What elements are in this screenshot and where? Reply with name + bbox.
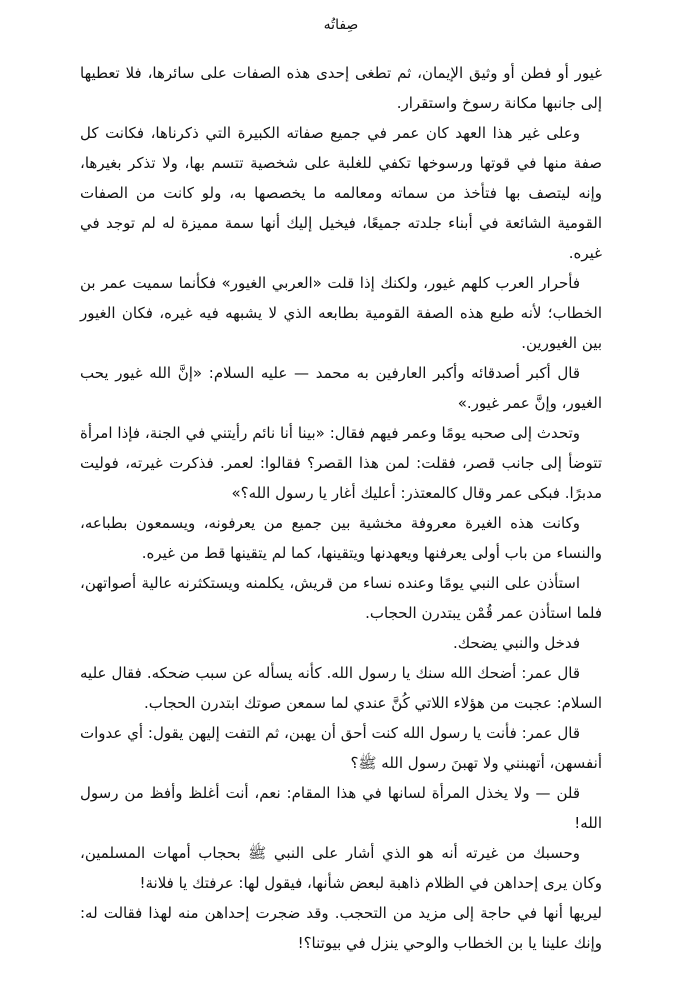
paragraph: ليريها أنها في حاجة إلى مزيد من التحجب. وقد ضجرت إحداهن منه لهذا فقالت له: وإنك علينا يا بن الخطاب والوحي ينزل في بيوتنا؟!: [80, 904, 602, 952]
paragraph: استأذن على النبي يومًا وعنده نساء من قريش، يكلمنه ويستكثرنه عالية أصواتهن، فلما استأذن عمر قُمْن يبتدرن الحجاب.: [80, 574, 602, 622]
paragraph: وكانت هذه الغيرة معروفة مخشية بين جميع من يعرفونه، ويسمعون بطباعه، والنساء من باب أولى يعرفنها ويعهدنها ويتقينها، كما لم يتقينها قط من غيره.: [80, 514, 602, 562]
document-body: [80, 58, 602, 958]
paragraph: غيور أو فطن أو وثيق الإيمان، ثم تطغى إحدى هذه الصفات على سائرها، فلا تعطيها إلى جانبها مكانة رسوخ واستقرار.: [80, 64, 602, 112]
paragraph: قال عمر: أضحك الله سنك يا رسول الله. كأنه يسأله عن سبب ضحكه. فقال عليه السلام: عجبت من هؤلاء اللاتي كُنَّ عندي لما سمعن صوتك ابتدرن الحجاب.: [80, 664, 602, 712]
document-page: [80, 14, 602, 1000]
page-title: صِفاتُه: [323, 17, 359, 33]
paragraph: وعلى غير هذا العهد كان عمر في جميع صفاته الكبيرة التي ذكرناها، فكانت كل صفة منها في قوتها ورسوخها تكفي للغلبة على شخصية تتسم بها، ولا تذكر بغيرها، وإنه ليتصف بها فتأخذ من سماته ومعالمه ما يخصصها به، ولو كانت من الصفات القومية الشائعة في أبناء جلدته جميعًا، فيخيل إليك أنها سمة مميزة له لم توجد في غيره.: [80, 124, 602, 262]
paragraph: فأحرار العرب كلهم غيور، ولكنك إذا قلت «العربي الغيور» فكأنما سميت عمر بن الخطاب؛ لأنه طبع هذه الصفة القومية بطابعه الذي لا يشبهه فيه غيره، فكان الغيور بين الغيورين.: [80, 274, 602, 352]
paragraph: قلن — ولا يخذل المرأة لسانها في هذا المقام: نعم، أنت أغلظ وأفظ من رسول الله!: [80, 784, 602, 832]
paragraph: فدخل والنبي يضحك.: [452, 634, 580, 652]
paragraph: وحسبك من غيرته أنه هو الذي أشار على النبي ﷺ بحجاب أمهات المسلمين، وكان يرى إحداهن في الظلام ذاهبة لبعض شأنها، فيقول لها: عرفتك يا فلانة!: [80, 844, 602, 892]
paragraph: قال عمر: فأنت يا رسول الله كنت أحق أن يهبن، ثم التفت إليهن يقول: أي عدوات أنفسهن، أتهبنني ولا تهبنَ رسول الله ﷺ؟: [80, 724, 602, 772]
paragraph: قال أكبر أصدقائه وأكبر العارفين به محمد — عليه السلام: «إنَّ الله غيور يحب الغيور، وإنَّ عمر غيور.»: [80, 364, 602, 412]
paragraph: وتحدث إلى صحبه يومًا وعمر فيهم فقال: «بينا أنا نائم رأيتني في الجنة، فإذا امرأة تتوضأ إلى جانب قصر، فقلت: لمن هذا القصر؟ فقالوا: لعمر. فذكرت غيرته، فوليت مدبرًا. فبكى عمر وقال كالمعتذر: أعليك أغار يا رسول الله؟»: [80, 424, 602, 502]
